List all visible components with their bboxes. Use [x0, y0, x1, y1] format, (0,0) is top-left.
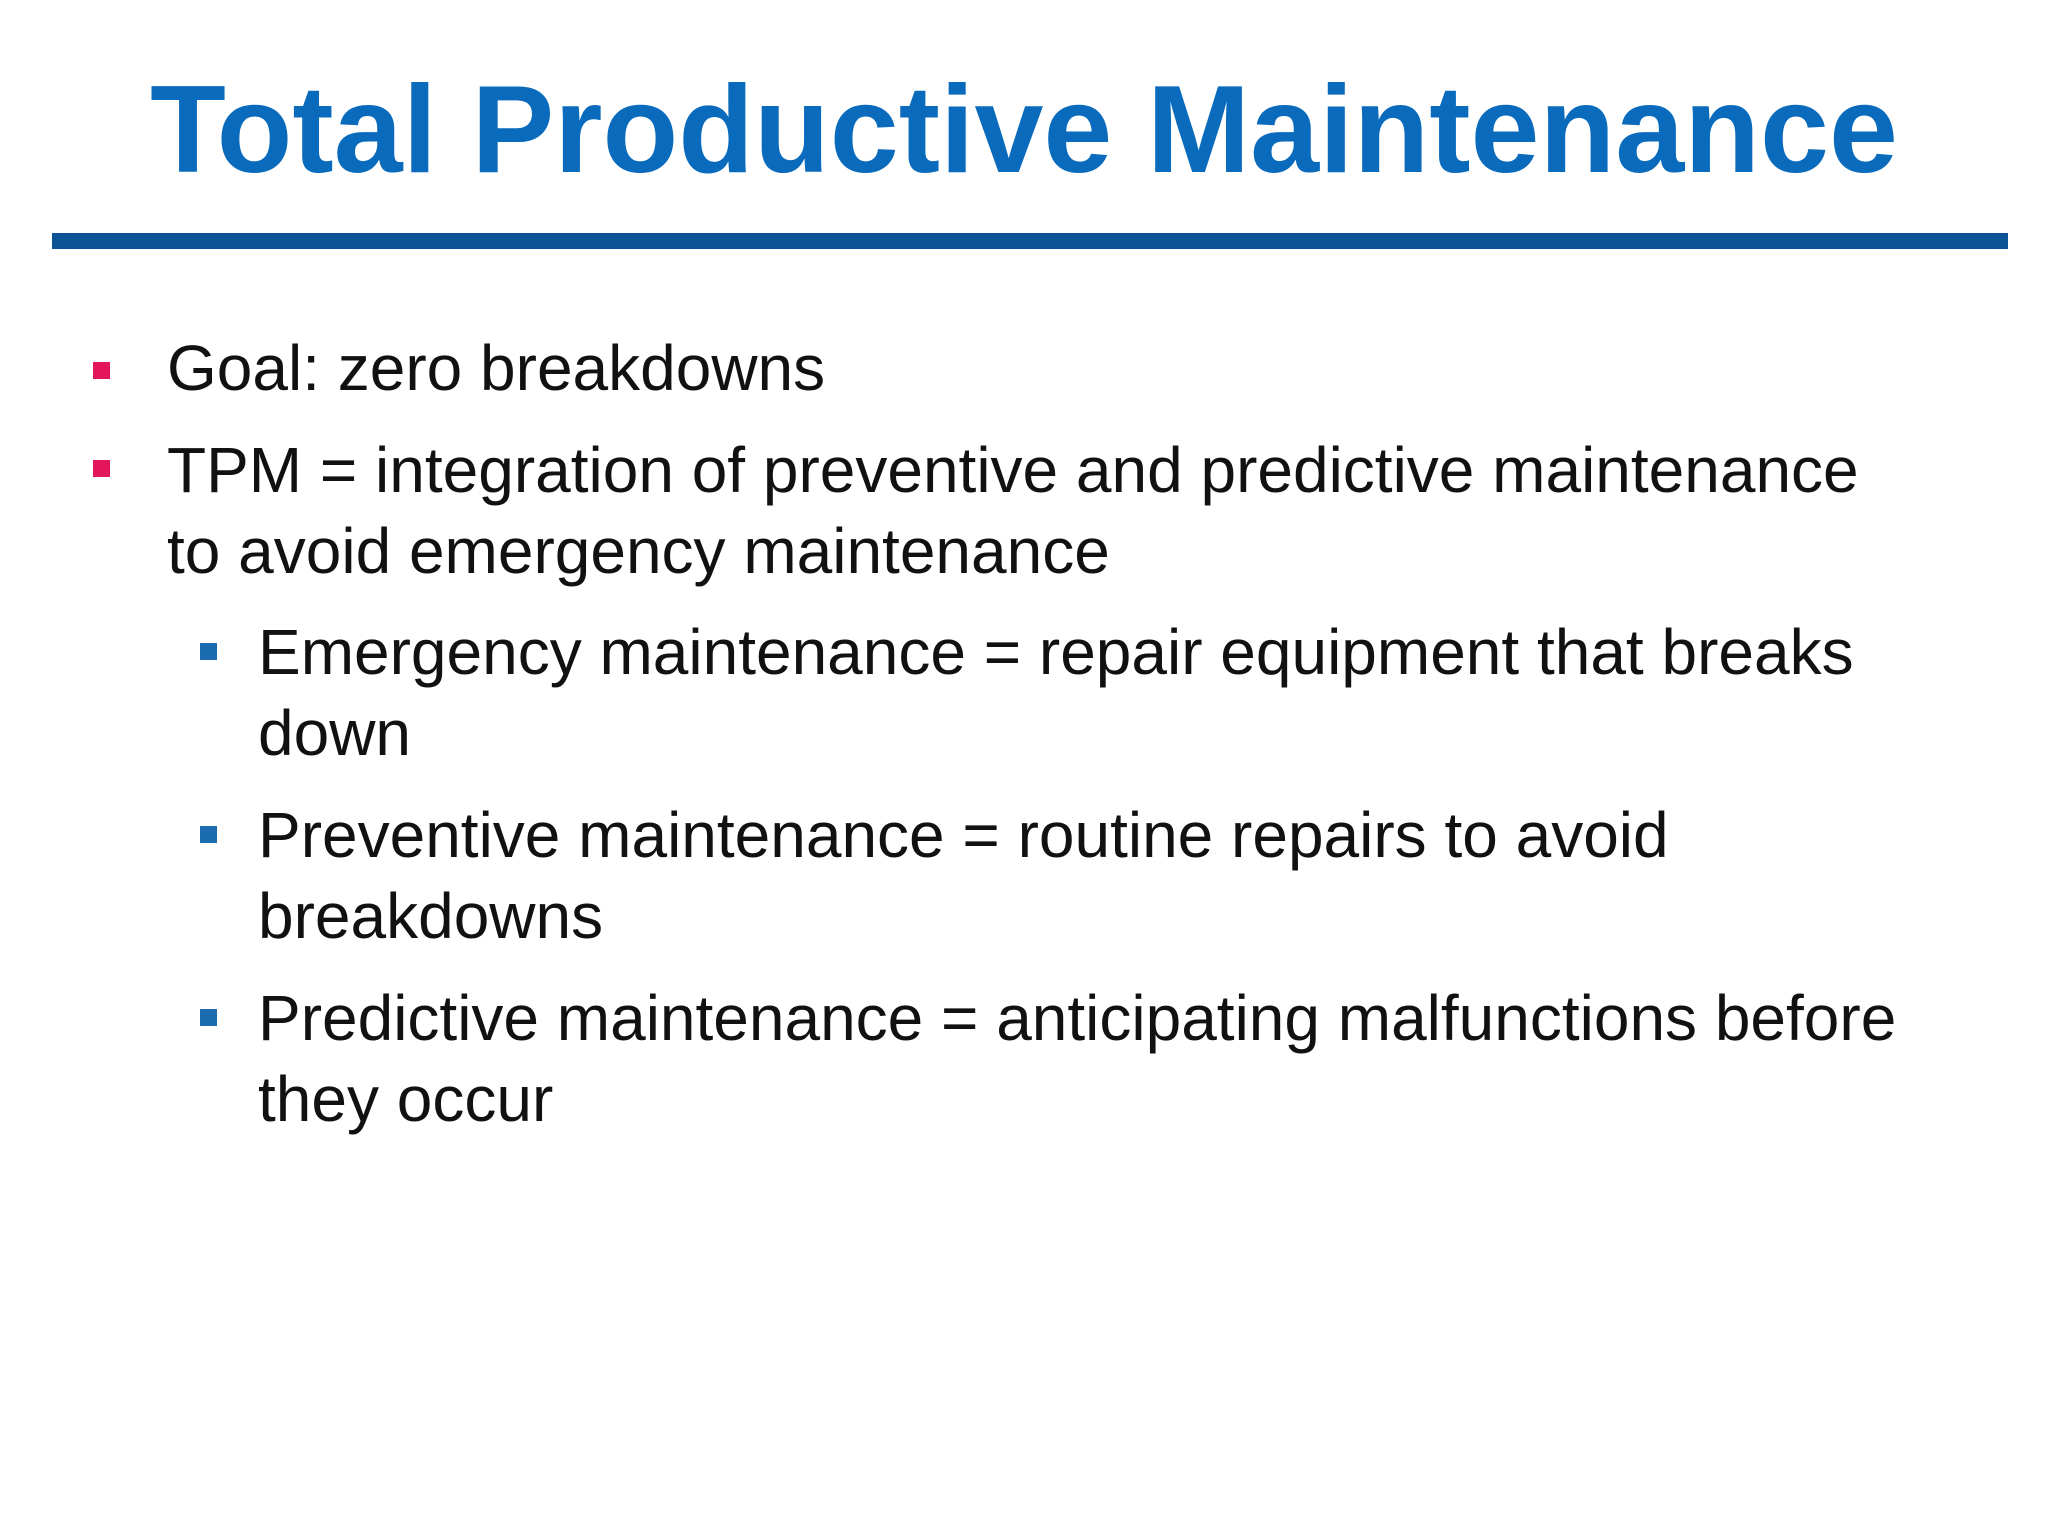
bullet-item [167, 430, 1867, 592]
sub-bullet-text: Emergency maintenance = repair equipment that breaks down [258, 616, 1854, 769]
bullet-text: Goal: zero breakdowns [167, 332, 826, 404]
square-sub-bullet-icon [200, 826, 217, 843]
sub-bullet-item [258, 978, 1908, 1140]
square-sub-bullet-icon [200, 643, 217, 660]
square-bullet-icon [93, 362, 110, 379]
slide-title: Total Productive Maintenance [150, 61, 1898, 199]
square-sub-bullet-icon [200, 1009, 217, 1026]
sub-bullet-item [258, 612, 1908, 774]
sub-bullet-text: Predictive maintenance = anticipating malfunctions before they occur [258, 982, 1897, 1135]
bullet-text: TPM = integration of preventive and predictive maintenance to avoid emergency maintenance [167, 434, 1859, 587]
sub-bullet-text: Preventive maintenance = routine repairs to avoid breakdowns [258, 799, 1669, 952]
square-bullet-icon [93, 460, 110, 477]
bullet-item [167, 328, 1867, 409]
sub-bullet-item [258, 795, 1908, 957]
